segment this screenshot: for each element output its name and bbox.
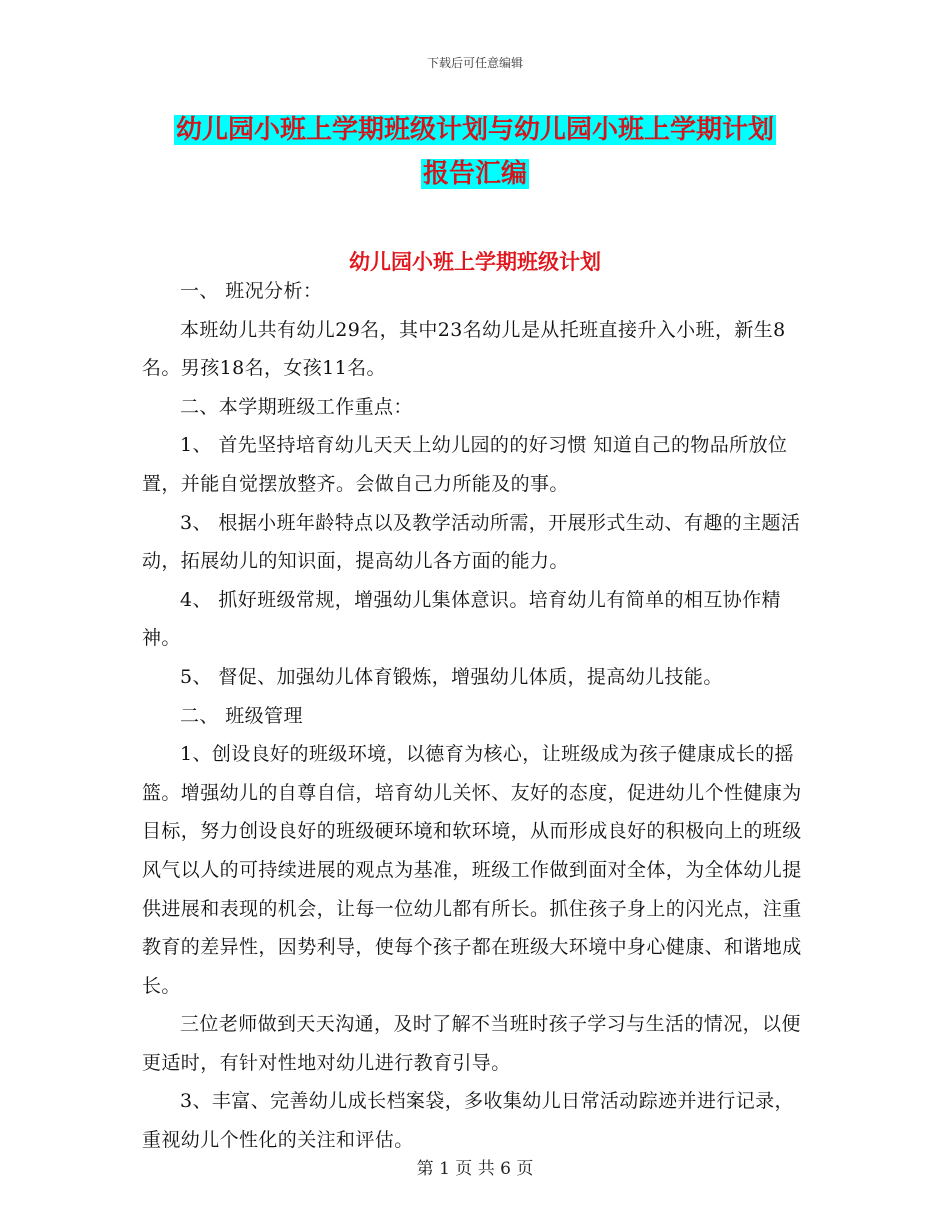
paragraph-focus-1: 1、 首先坚持培育幼儿天天上幼儿园的的好习惯 知道自己的物品所放位置，并能自觉摆放整齐。会做自己力所能及的事。 bbox=[142, 434, 788, 495]
page-header-note: 下载后可任意编辑 bbox=[426, 56, 523, 70]
heading-class-management: 二、 班级管理 bbox=[180, 704, 303, 727]
section-title: 幼儿园小班上学期班级计划 bbox=[349, 250, 601, 274]
document-title-line-2-text: 报告汇编 bbox=[422, 159, 527, 189]
paragraph-management-3: 3、丰富、完善幼儿成长档案袋，多收集幼儿日常活动踪迹并进行记录，重视幼儿个性化的关注和评估。 bbox=[142, 1090, 794, 1152]
paragraph-focus-5: 5、 督促、加强幼儿体育锻炼，增强幼儿体质，提高幼儿技能。 bbox=[180, 665, 723, 688]
document-title-line-2 bbox=[0, 156, 950, 192]
paragraph-class-stats: 本班幼儿共有幼儿29名，其中23名幼儿是从托班直接升入小班，新生8名。男孩18名，女孩11名。 bbox=[142, 318, 786, 380]
document-title-line-1-text: 幼儿园小班上学期班级计划与幼儿园小班上学期计划 bbox=[175, 115, 774, 145]
heading-class-analysis: 一、 班况分析： bbox=[180, 280, 323, 302]
heading-work-focus: 二、本学期班级工作重点： bbox=[180, 395, 413, 418]
document-title-line-1 bbox=[0, 112, 950, 148]
document-body bbox=[142, 272, 810, 1160]
paragraph-teacher-communication: 三位老师做到天天沟通，及时了解不当班时孩子学习与生活的情况，以便更适时，有针对性地对幼儿进行教育引导。 bbox=[142, 1013, 801, 1074]
paragraph-focus-3: 3、 根据小班年龄特点以及教学活动所需，开展形式生动、有趣的主题活动，拓展幼儿的知识面，提高幼儿各方面的能力。 bbox=[142, 511, 801, 573]
page-number: 第 1 页 共 6 页 bbox=[416, 1159, 534, 1179]
paragraph-focus-4: 4、 抓好班级常规，增强幼儿集体意识。培育幼儿有简单的相互协作精神。 bbox=[142, 588, 781, 650]
paragraph-management-1: 1、创设良好的班级环境，以德育为核心，让班级成为孩子健康成长的摇篮。增强幼儿的自尊自信，培育幼儿关怀、友好的态度，促进幼儿个性健康为目标，努力创设良好的班级硬环境和软环境，从而形成良好的积极向上的班级风气以人的可持续进展的观点为基准，班级工作做到面对全体，为全体幼儿提供进展和表现的机会，让每一位幼儿都有所长。抓住孩子身上的闪光点，注重教育的差异性，因势利导，使每个孩子都在班级大环境中身心健康、和谐地成长。 bbox=[142, 743, 802, 997]
